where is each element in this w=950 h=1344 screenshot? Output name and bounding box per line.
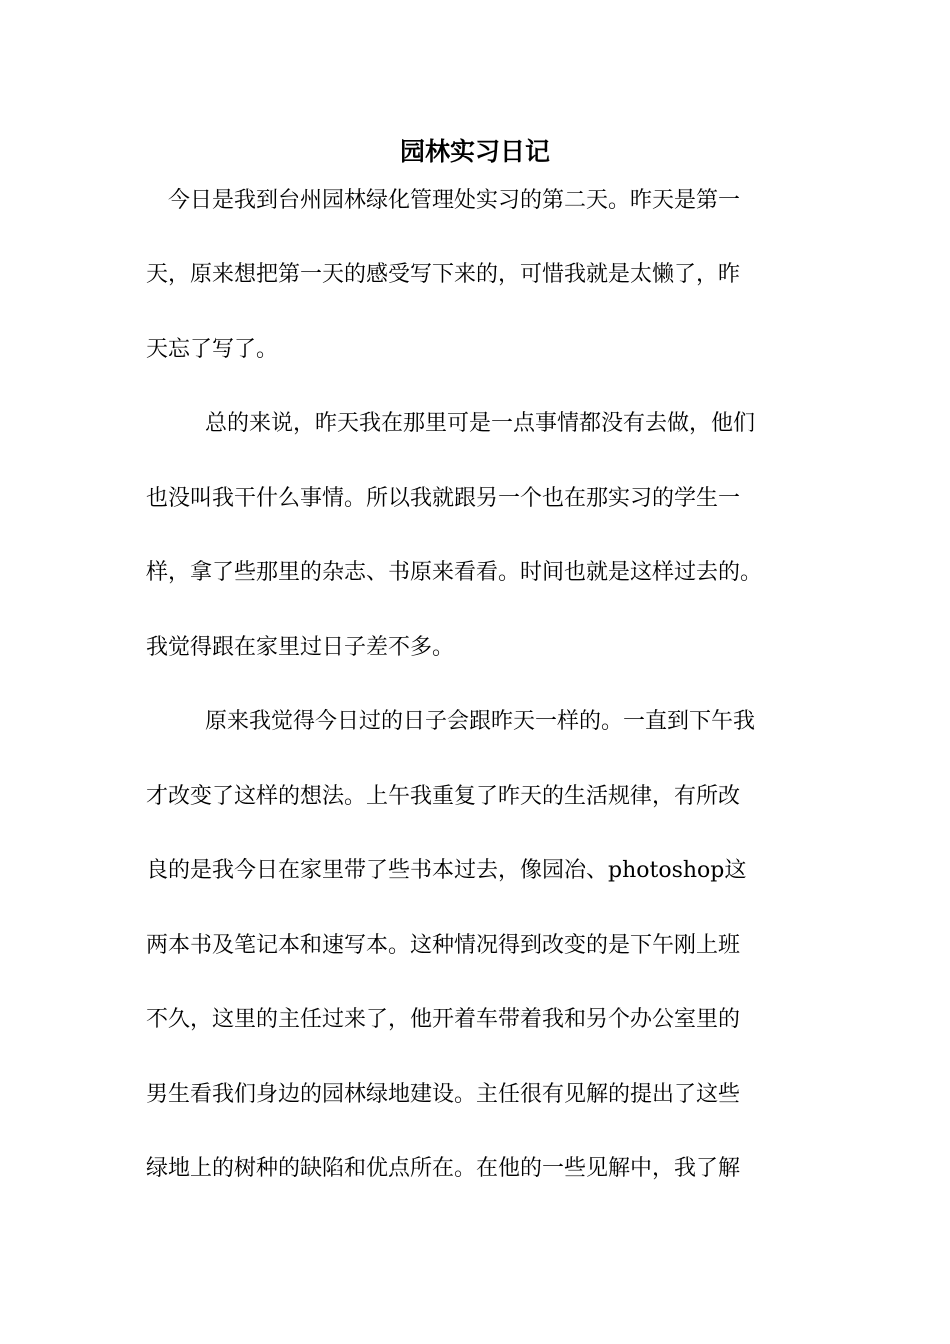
paragraph-line: 男生看我们身边的园林绿地建设。主任很有见解的提出了这些 (146, 1082, 741, 1107)
paragraph-line: 才改变了这样的想法。上午我重复了昨天的生活规律，有所改 (146, 784, 741, 809)
paragraph-line: 天忘了写了。 (146, 337, 279, 362)
paragraph-line: 良的是我今日在家里带了些书本过去，像园冶、photoshop这 (146, 858, 747, 883)
paragraph-line: 天，原来想把第一天的感受写下来的，可惜我就是太懒了，昨 (146, 262, 741, 287)
paragraph-line: 样，拿了些那里的杂志、书原来看看。时间也就是这样过去的。 (146, 560, 763, 585)
paragraph-line: 总的来说，昨天我在那里可是一点事情都没有去做，他们 (205, 411, 756, 436)
paragraph-line: 也没叫我干什么事情。所以我就跟另一个也在那实习的学生一 (146, 486, 741, 511)
paragraph-line: 不久，这里的主任过来了，他开着车带着我和另个办公室里的 (146, 1007, 741, 1032)
paragraph-line: 绿地上的树种的缺陷和优点所在。在他的一些见解中，我了解 (146, 1156, 741, 1181)
document-title: 园林实习日记 (399, 137, 550, 166)
paragraph-line: 今日是我到台州园林绿化管理处实习的第二天。昨天是第一 (168, 188, 741, 213)
paragraph-line: 我觉得跟在家里过日子差不多。 (146, 635, 455, 660)
paragraph-line: 原来我觉得今日过的日子会跟昨天一样的。一直到下午我 (205, 709, 756, 734)
paragraph-line: 两本书及笔记本和速写本。这种情况得到改变的是下午刚上班 (146, 933, 741, 958)
